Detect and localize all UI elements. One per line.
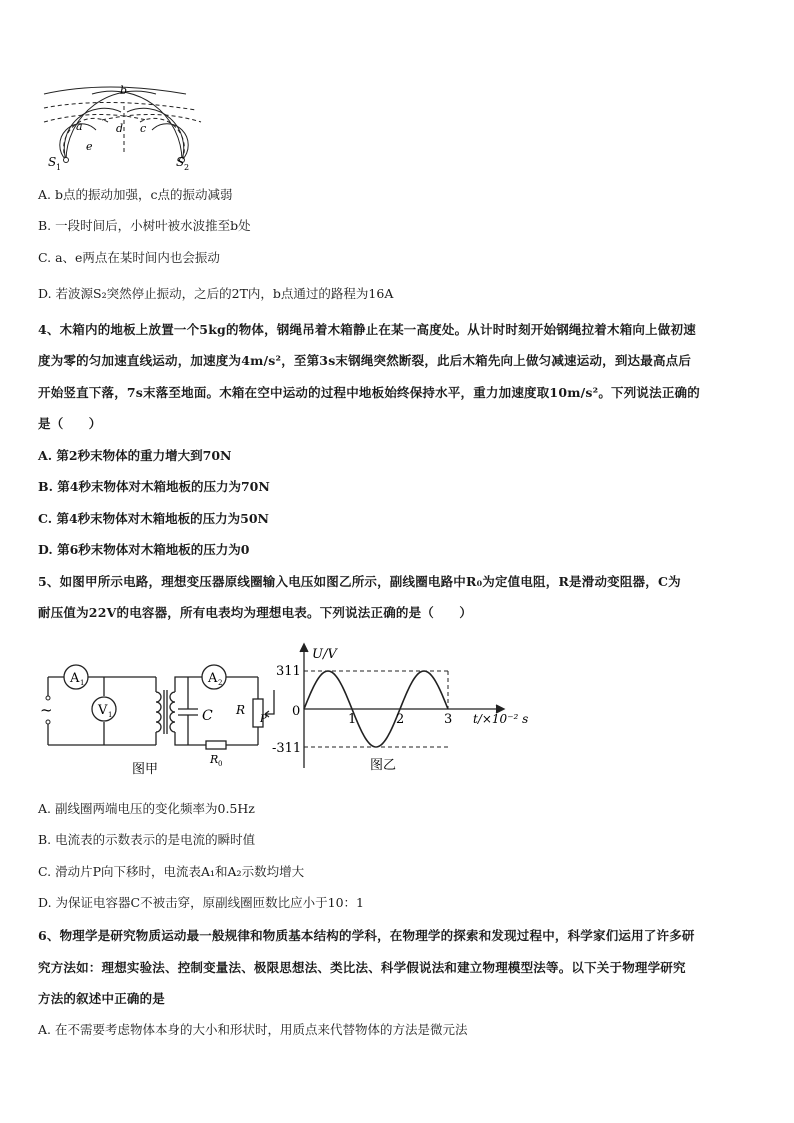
source-s1-dot (64, 158, 69, 163)
source-s2-sub: 2 (184, 163, 190, 170)
q5-stem-line-1: 5、如图甲所示电路，理想变压器原线圈输入电压如图乙所示，副线圈电路中R₀为定值电阻，R是滑动变阻器，C为 (38, 574, 681, 589)
y-tick-top-label: 311 (276, 664, 301, 679)
q4-stem-line-4: 是（ ） (38, 416, 102, 431)
q4-stem-line-1: 4、木箱内的地板上放置一个5kg的物体，钢绳吊着木箱静止在某一高度处。从计时时刻开始钢绳拉着木箱向上做初速 (38, 322, 696, 337)
y-tick-bottom-label: -311 (272, 741, 302, 756)
q4-option-c: C. 第4秒末物体对木箱地板的压力为50N (38, 511, 269, 526)
r0-body (206, 741, 226, 749)
wave-crest-s1-4 (44, 87, 186, 94)
source-s1-label: S (48, 155, 57, 169)
x-tick-label: 2 (396, 712, 405, 727)
point-a-label: a (76, 120, 83, 133)
q5-stem-line-2: 耐压值为22V的电容器，所有电表均为理想电表。下列说法正确的是（ ） (38, 605, 473, 620)
q6-option-a: A. 在不需要考虑物体本身的大小和形状时，用质点来代替物体的方法是微元法 (38, 1022, 468, 1037)
source-s2-label: S (176, 155, 185, 169)
r0-sub: 0 (218, 760, 223, 768)
x-tick-label: 1 (348, 712, 357, 727)
y-axis-arrow (300, 644, 308, 652)
point-e-label: e (86, 140, 93, 153)
q5-option-c: C. 滑动片P向下移时，电流表A₁和A₂示数均增大 (38, 864, 305, 879)
point-b-label: b (120, 84, 128, 97)
q4-stem-line-2: 度为零的匀加速直线运动，加速度为4m/s²，至第3s末钢绳突然断裂，此后木箱先向上做匀减速运动，到达最高点后 (38, 353, 692, 368)
ammeter-a2-sub: 2 (218, 679, 223, 687)
q3-option-d: D. 若波源S₂突然停止振动，之后的2T内，b点通过的路程为16A (38, 286, 394, 301)
wave-trough-s1-3 (44, 102, 196, 110)
q5-option-b: B. 电流表的示数表示的是电流的瞬时值 (38, 832, 256, 847)
r0-label: R (210, 753, 219, 766)
circuit-caption: 图甲 (132, 762, 159, 776)
voltmeter-v1-sub: 1 (108, 711, 113, 719)
q6-stem-line-2: 究方法如：理想实验法、控制变量法、极限思想法、类比法、科学假说法和建立物理模型法等。以下关于物理学研究 (38, 960, 686, 975)
voltmeter-v1-label: V (98, 703, 108, 718)
q4-option-b: B. 第4秒末物体对木箱地板的压力为70N (38, 479, 270, 494)
source-s1-sub: 1 (56, 163, 62, 170)
rheostat-label: R (236, 703, 246, 717)
q3-option-c: C. a、e两点在某时间内也会振动 (38, 250, 220, 265)
ammeter-a1-sub: 1 (80, 679, 85, 687)
q4-option-d: D. 第6秒末物体对木箱地板的压力为0 (38, 542, 250, 557)
circuit-diagram (36, 652, 286, 776)
point-d-label: d (116, 122, 124, 135)
q5-option-a: A. 副线圈两端电压的变化频率为0.5Hz (38, 801, 255, 816)
q4-option-a: A. 第2秒末物体的重力增大到70N (38, 448, 232, 463)
ac-terminal-top (46, 696, 50, 700)
x-axis-label: t/×10⁻² s (473, 712, 529, 726)
origin-label: 0 (292, 704, 301, 719)
ac-source-icon: ~ (40, 701, 53, 719)
x-tick-label: 3 (444, 712, 453, 727)
q5-option-d: D. 为保证电容器C不被击穿，原副线圈匝数比应小于10：1 (38, 895, 364, 910)
q3-option-b: B. 一段时间后，小树叶被水波推至b处 (38, 218, 251, 233)
q4-stem-line-3: 开始竖直下落，7s末落至地面。木箱在空中运动的过程中地板始终保持水平，重力加速度取10m/s²。下列说法正确的 (38, 385, 700, 400)
secondary-coil (170, 692, 175, 732)
y-axis-label: U/V (312, 647, 337, 662)
voltage-graph (270, 640, 530, 780)
point-c-label: c (140, 122, 147, 135)
ammeter-a1-label: A (70, 671, 80, 686)
graph-caption: 图乙 (370, 758, 397, 773)
wave-crest-s2-3 (92, 91, 182, 160)
wave-interference-figure (36, 82, 202, 170)
q6-stem-line-1: 6、物理学是研究物质运动最一般规律和物质基本结构的学科，在物理学的探索和发现过程中，科学家们运用了许多研 (38, 928, 695, 943)
primary-coil (156, 692, 161, 732)
ammeter-a2-label: A (208, 671, 218, 686)
slider-label: P (260, 714, 267, 725)
capacitor-label: C (202, 708, 213, 724)
ac-terminal-bottom (46, 720, 50, 724)
q6-stem-line-3: 方法的叙述中正确的是 (38, 991, 166, 1006)
q3-option-a: A. b点的振动加强，c点的振动减弱 (38, 187, 233, 202)
